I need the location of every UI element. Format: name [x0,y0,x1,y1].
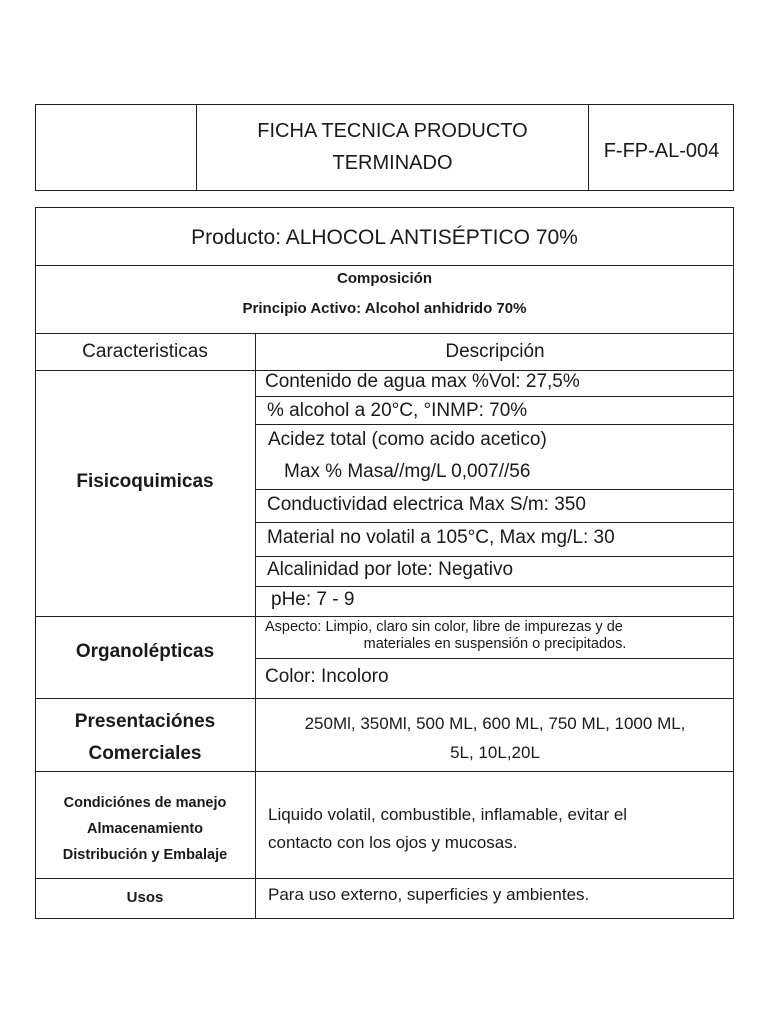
sub-line-2 [255,424,734,425]
fisico-item: Material no volatil a 105°C, Max mg/L: 30 [267,527,615,548]
product-name: Producto: ALHOCOL ANTISÉPTICO 70% [191,226,578,249]
label-presentaciones-1: Presentaciónes [74,711,216,732]
document-code: F-FP-AL-004 [603,140,720,162]
label-presentaciones-2: Comerciales [88,743,202,764]
presentaciones-value-2: 5L, 10L,20L [450,743,540,762]
fisico-item: pHe: 7 - 9 [271,589,355,610]
sub-line-3 [255,489,734,490]
sub-line-7 [255,658,734,659]
fisico-item: Conductividad electrica Max S/m: 350 [267,494,586,515]
condiciones-value-1: Liquido volatil, combustible, inflamable, evitar el [268,805,628,824]
label-organolepticas: Organolépticas [75,641,215,662]
sub-line-5 [255,556,734,557]
condiciones-value-2: contacto con los ojos y mucosas. [268,833,518,852]
row-line-cond [35,878,734,879]
composition-label: Composición [336,270,432,287]
fisico-item: Contenido de agua max %Vol: 27,5% [265,371,580,392]
fisico-item: % alcohol a 20°C, °INMP: 70% [267,400,528,421]
presentaciones-value-1: 250Ml, 350Ml, 500 ML, 600 ML, 750 ML, 1000 ML, [304,714,686,733]
label-condiciones-1: Condiciónes de manejo [63,795,227,811]
sub-line-4 [255,522,734,523]
label-condiciones-2: Almacenamiento [86,821,204,837]
header-title-line1: FICHA TECNICA PRODUCTO [257,120,528,142]
aspecto-line2: materiales en suspensión o precipitados. [363,636,627,652]
row-line-fisico [35,616,734,617]
active-ingredient: Principio Activo: Alcohol anhidrido 70% [242,300,527,317]
label-condiciones-3: Distribución y Embalaje [62,847,228,863]
row-line-present [35,771,734,772]
col-header-caracteristicas: Caracteristicas [82,341,208,362]
fisico-item: Acidez total (como acido acetico) [268,429,547,450]
sub-line-6 [255,586,734,587]
label-fisicoquimicas: Fisicoquimicas [76,471,214,492]
sub-line-1 [255,396,734,397]
header-title-line2: TERMINADO [332,152,453,174]
row-line-composition [35,333,734,334]
usos-value: Para uso externo, superficies y ambientes. [268,885,590,904]
fisico-item: Max % Masa//mg/L 0,007//56 [284,461,531,482]
column-divider [255,333,256,919]
col-header-descripcion: Descripción [445,341,545,362]
aspecto-line1: Aspecto: Limpio, claro sin color, libre de impurezas y de [265,619,623,635]
fisico-item: Alcalinidad por lote: Negativo [267,559,514,580]
row-line-organo [35,698,734,699]
color-value: Color: Incoloro [265,666,389,687]
row-line-product [35,265,734,266]
label-usos: Usos [126,889,164,906]
header-divider-1 [196,104,197,191]
